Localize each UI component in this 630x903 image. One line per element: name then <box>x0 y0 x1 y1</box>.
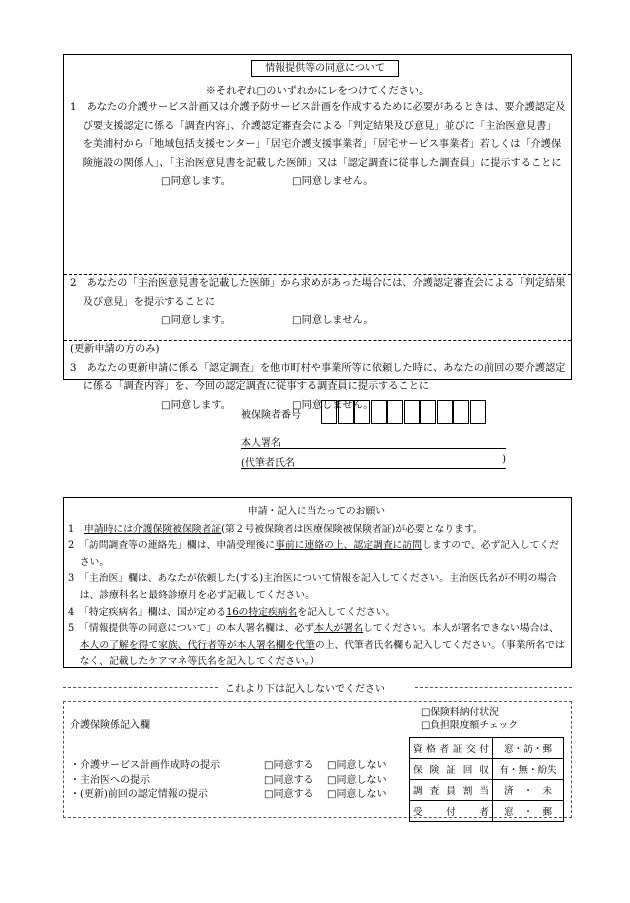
insured-number-digit-box[interactable] <box>437 400 453 424</box>
table-row: 保険証回収 有・無・紛失 <box>410 759 564 780</box>
agree-checkbox[interactable]: □同意します。 <box>161 176 231 187</box>
application-notes <box>63 497 572 668</box>
consent-instruction: ※それぞれ□のいずれかにレをつけてください。 <box>205 86 430 97</box>
disagree-checkbox[interactable]: □同意しない <box>327 774 387 786</box>
self-signature-label: 本人署名 <box>241 438 281 449</box>
table-row: 資格者証交付 窓・訪・郵 <box>410 738 564 759</box>
office-item: ・介護サービス計画作成時の提示 □同意する □同意しない <box>70 759 405 774</box>
insured-number-digit-box[interactable] <box>470 400 486 424</box>
note-1: 1 申請時には介護保険被保険者証(第２号被保険者は医療保険被保険者証)が必要となります。 <box>68 523 483 535</box>
office-consent-items <box>70 759 405 803</box>
disagree-checkbox[interactable]: □同意しない <box>327 760 387 771</box>
agree-checkbox[interactable]: □同意する <box>264 789 314 800</box>
proxy-name-label: (代筆者氏名 <box>241 458 295 469</box>
note-2: 2 「訪問調査等の連絡先」欄は、申請受理後に事前に連絡の上、認定調査に訪問しますので、必ず記入してください。 <box>68 540 559 568</box>
self-signature-field[interactable] <box>241 434 506 449</box>
insured-number-digit-box[interactable] <box>453 400 469 424</box>
disagree-checkbox[interactable]: □同意しません。 <box>292 176 374 187</box>
insured-number-digit-box[interactable] <box>321 400 337 424</box>
consent-section <box>63 54 572 411</box>
disagree-checkbox[interactable]: □同意しません。 <box>292 399 374 411</box>
consent-item-2 <box>64 275 571 341</box>
proxy-name-close: ) <box>502 454 506 465</box>
consent-item-3 <box>64 341 571 413</box>
agree-checkbox[interactable]: □同意する <box>264 774 314 786</box>
office-use-divider <box>63 680 572 694</box>
note-4: 4 「特定疾病名」欄は、国が定める16の特定疾病名を記入してください。 <box>68 606 396 618</box>
table-row: 調査員割当 済 ・ 未 <box>410 780 564 801</box>
agree-checkbox[interactable]: □同意します。 <box>161 399 231 411</box>
agree-checkbox[interactable]: □同意する <box>264 760 314 771</box>
consent-item-text: 1 あなたの介護サービス計画又は介護予防サービス計画を作成するために必要があるときは、要介護認定及び要支援認定に係る「調査内容」、介護認定審査会による「判定結果及び意見」並びに「主治医意見書」を美浦村から「地域包括支援センター」「居宅介護支援事業者」「居宅サービス事業者」若しくは「介護保険施設の関係人」、「主治医意見書を記載した医師」又は「認定調査に従事した調査員」に提示することに <box>70 102 566 169</box>
insured-number-digit-box[interactable] <box>404 400 420 424</box>
insured-number-digit-box[interactable] <box>338 400 354 424</box>
note-3: 3 「主治医」欄は、あなたが依頼した(する)主治医について情報を記入してください。主治医氏名が不明の場合は、診療科名と最終診療月を必ず記載してください。 <box>68 573 557 601</box>
consent-item-1 <box>64 99 571 275</box>
insured-number-digit-box[interactable] <box>387 400 403 424</box>
notes-title: 申請・記入に当たってのお願い <box>247 506 386 517</box>
consent-item-text: 2 あなたの「主治医意見書を記載した医師」から求めがあった場合には、介護認定審査会による「判定結果及び意見」を提示することに <box>70 278 566 308</box>
insured-number-label: 被保険者番号 <box>241 410 301 421</box>
insured-number-digit-box[interactable] <box>371 400 387 424</box>
insured-number-digit-box[interactable] <box>420 400 436 424</box>
table-row: 受付者 窓 ・ 郵 <box>410 801 564 822</box>
proxy-name-field[interactable] <box>241 454 506 469</box>
consent-title: 情報提供等の同意について <box>251 60 399 77</box>
disagree-checkbox[interactable]: □同意しない <box>327 789 387 800</box>
burden-limit-checkbox[interactable]: □負担限度額チェック <box>421 720 519 731</box>
office-item: ・主治医への提示 □同意する □同意しない <box>70 774 405 789</box>
office-item: ・(更新)前回の認定情報の提示 □同意する □同意しない <box>70 788 405 803</box>
office-use-section <box>63 701 572 818</box>
insured-number-digit-box[interactable] <box>354 400 370 424</box>
renewal-note: (更新申請の方のみ) <box>70 344 160 355</box>
consent-item-text: 3 あなたの更新申請に係る「認定調査」を他市町村や事業所等に依頼した時に、あなたの前回の要介護認定に係る「調査内容」を、今回の認定調査に従事する調査員に提示することに <box>70 362 566 392</box>
disagree-checkbox[interactable]: □同意しません。 <box>292 315 374 326</box>
agree-checkbox[interactable]: □同意します。 <box>161 315 231 326</box>
divider-text: これより下は記入しないでください <box>225 684 385 695</box>
office-status-table <box>409 737 564 822</box>
note-5: 5 「情報提供等の同意について」の本人署名欄は、必ず本人が署名してください。本人が署名できない場合は、本人の了解を得て家族、代行者等が本人署名欄を代筆の上、代筆者氏名欄も記入してください。（事業所名ではなく、記載したケアマネ等氏名を記入してください。） <box>68 623 565 668</box>
payment-status-checkbox[interactable]: □保険料納付状況 <box>421 707 499 718</box>
office-title: 介護保険係記入欄 <box>70 720 150 731</box>
